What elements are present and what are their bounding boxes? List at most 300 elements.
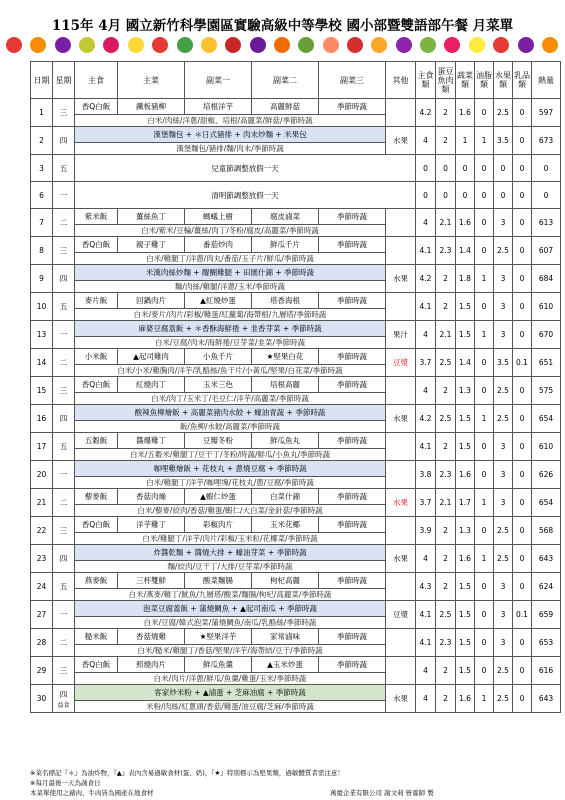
- weekday-label: 二: [59, 358, 68, 367]
- watermelon-icon: [177, 37, 193, 53]
- dairy-serving: 0: [513, 461, 532, 489]
- banana-icon: [201, 37, 217, 53]
- day-weekday: [53, 461, 75, 489]
- staple-dish: 藜麥飯: [75, 489, 118, 505]
- main-dish: 醬爆雞丁: [118, 433, 185, 449]
- fruit-decoration-strip: [6, 32, 558, 58]
- side-dish-3: 季節時蔬: [319, 209, 386, 225]
- combo-meal: 酸辣魚柳燴飯 + 高麗菜豬肉水餃 + 蠔油青蔬 + 季節時蔬: [75, 405, 386, 421]
- fruit-serving: 0: [494, 182, 513, 209]
- col-staple: 主食: [75, 62, 118, 99]
- day-date: 6: [31, 182, 53, 209]
- oil-serving: 0: [475, 349, 494, 377]
- veg-serving: 1.5: [456, 601, 475, 629]
- other-item: 豆漿: [386, 601, 416, 629]
- other-item: 果汁: [386, 321, 416, 349]
- fruit-serving: 2.5: [494, 377, 513, 405]
- holiday-notice: 清明節調整放假一天: [75, 182, 416, 209]
- day-date: 16: [31, 405, 53, 433]
- grain-serving: 4: [416, 209, 436, 237]
- ingredient-list: 白米/小米/雞胸肉/洋芋/乳酪絲/魚干片/小黃瓜/堅果/白花菜/季節時蔬: [75, 365, 386, 377]
- combo-meal: 米漢肉絲炒麵 + 醍醐雞腿 + 田園什錦 + 季節時蔬: [75, 265, 386, 281]
- oil-serving: 0: [475, 461, 494, 489]
- menu-day-row: [31, 545, 561, 561]
- grape-icon: [250, 37, 266, 53]
- apple-icon: [6, 37, 22, 53]
- dairy-serving: 0: [513, 433, 532, 461]
- staple-dish: 紫米飯: [75, 209, 118, 225]
- day-weekday: [53, 405, 75, 433]
- day-weekday: [53, 685, 75, 713]
- side-dish-2: 枸杞高麗: [252, 573, 319, 589]
- dairy-serving: 0: [513, 293, 532, 321]
- side-dish-2: 塔香海根: [252, 293, 319, 309]
- fruit-serving: 2.5: [494, 657, 513, 685]
- oil-serving: 0: [475, 573, 494, 601]
- other-item: 豆漿: [386, 349, 416, 377]
- weekday-label: 三: [59, 386, 68, 395]
- other-item: [386, 209, 416, 237]
- staple-dish: 香Q白飯: [75, 517, 118, 533]
- weekday-label: 四: [59, 136, 68, 145]
- apple-icon: [493, 37, 509, 53]
- grain-serving: 4.2: [416, 99, 436, 127]
- side-dish-2: 培根高麗: [252, 377, 319, 393]
- day-weekday: [53, 99, 75, 127]
- weekday-label: 三: [59, 666, 68, 675]
- fruit-serving: 2.5: [494, 237, 513, 265]
- weekday-label: 四: [59, 554, 68, 563]
- side-dish-3: 季節時蔬: [319, 629, 386, 645]
- grain-serving: 4.1: [416, 237, 436, 265]
- day-date: 13: [31, 321, 53, 349]
- other-item: 水果: [386, 127, 416, 155]
- veg-serving: 1.6: [456, 461, 475, 489]
- veggie-day-label: 益食: [57, 701, 70, 709]
- day-date: 7: [31, 209, 53, 237]
- veg-serving: 1.5: [456, 293, 475, 321]
- meat-serving: 2.3: [436, 461, 456, 489]
- staple-dish: 燕麥飯: [75, 573, 118, 589]
- day-date: 15: [31, 377, 53, 405]
- ingredient-list: 白米/豆腐/肉末/海鮮捲/豆芽菜/韭菜/季節時蔬: [75, 337, 386, 349]
- side-dish-1: 酸菜麵腸: [185, 573, 252, 589]
- col-oil: 油脂類: [475, 62, 494, 99]
- dairy-serving: 0: [513, 155, 532, 182]
- ingredient-list: 白米/麥片/肉片/彩椒/雞蛋/紅蘿蔔/海帶根/九層塔/季節時蔬: [75, 309, 386, 321]
- veg-serving: 1.5: [456, 405, 475, 433]
- veg-serving: 1.5: [456, 657, 475, 685]
- dairy-serving: 0: [513, 685, 532, 713]
- dairy-serving: 0: [513, 237, 532, 265]
- side-dish-1: 番茄炒肉: [185, 237, 252, 253]
- side-dish-1: 培根洋芋: [185, 99, 252, 115]
- grain-serving: 4: [416, 127, 436, 155]
- col-fruit: 水果類: [494, 62, 513, 99]
- meat-serving: 2.5: [436, 349, 456, 377]
- day-date: 2: [31, 127, 53, 155]
- other-item: [386, 657, 416, 685]
- day-date: 24: [31, 573, 53, 601]
- fruit-serving: 2.5: [494, 99, 513, 127]
- day-weekday: [53, 349, 75, 377]
- menu-day-row: [31, 405, 561, 421]
- oil-serving: 1: [475, 405, 494, 433]
- ingredient-list: 白米/紫米/豆輪/薑絲/肉丁/冬粉/腐皮/高麗菜/季節時蔬: [75, 225, 386, 237]
- fruit-serving: 3: [494, 209, 513, 237]
- side-dish-3: 季節時蔬: [319, 293, 386, 309]
- ingredient-list: 白米/豆腐/韓式泡菜/蒲燒鯛魚/南瓜/乳酪絲/季節時蔬: [75, 617, 386, 629]
- grain-serving: 4.3: [416, 573, 436, 601]
- calories: 0: [532, 155, 561, 182]
- grain-serving: 0: [416, 155, 436, 182]
- day-date: 3: [31, 155, 53, 182]
- fruit-serving: 0: [494, 155, 513, 182]
- main-dish: 紅燒肉丁: [118, 377, 185, 393]
- fruit-serving: 3: [494, 573, 513, 601]
- staple-dish: 小米飯: [75, 349, 118, 365]
- day-weekday: [53, 321, 75, 349]
- fruit-serving: 3: [494, 433, 513, 461]
- meat-serving: 2: [436, 377, 456, 405]
- ingredient-list: 飯/魚柳/水餃/高麗菜/季節時蔬: [75, 421, 386, 433]
- meat-serving: 2: [436, 293, 456, 321]
- weekday-label: 五: [59, 442, 68, 451]
- menu-day-row: [31, 349, 561, 365]
- calories: 654: [532, 405, 561, 433]
- side-dish-2: 白菜什錦: [252, 489, 319, 505]
- combo-meal: 麻婆豆腐蓋飯 + ＊香酥海鮮捲 + 韭香芽菜 + 季節時蔬: [75, 321, 386, 337]
- menu-day-row: [31, 321, 561, 337]
- veg-serving: 1.6: [456, 545, 475, 573]
- col-date: 日期: [31, 62, 53, 99]
- ingredient-list: 漢堡麵包/豬排/麵/肉末/季節時蔬: [75, 143, 386, 155]
- other-item: [386, 237, 416, 265]
- col-meat: 蛋豆魚肉類: [436, 62, 456, 99]
- lemon-icon: [128, 37, 144, 53]
- calories: 659: [532, 601, 561, 629]
- grain-serving: 4.2: [416, 405, 436, 433]
- side-dish-2: 鮮瓜魚丸: [252, 433, 319, 449]
- meat-serving: 0: [436, 155, 456, 182]
- weekday-label: 二: [59, 498, 68, 507]
- side-dish-1: ★堅果洋芋: [185, 629, 252, 645]
- other-item: 水果: [386, 545, 416, 573]
- main-dish: 鐵板豬柳: [118, 99, 185, 115]
- grain-serving: 4.1: [416, 601, 436, 629]
- calories: 643: [532, 545, 561, 573]
- kiwi-icon: [298, 37, 314, 53]
- calories: 613: [532, 209, 561, 237]
- calories: 607: [532, 237, 561, 265]
- oil-serving: 0: [475, 209, 494, 237]
- ingredient-list: 白米/糙米/雞腿丁/香菇/堅果/洋芋/海帶結/豆干/季節時蔬: [75, 645, 386, 657]
- dairy-serving: 0: [513, 265, 532, 293]
- day-weekday: [53, 377, 75, 405]
- calories: 0: [532, 182, 561, 209]
- grape-icon: [518, 37, 534, 53]
- side-dish-3: 季節時蔬: [319, 237, 386, 253]
- peach-icon: [323, 37, 339, 53]
- menu-day-row: [31, 461, 561, 477]
- other-item: [386, 293, 416, 321]
- day-weekday: [53, 182, 75, 209]
- veg-serving: 1.4: [456, 349, 475, 377]
- apple-icon: [347, 37, 363, 53]
- calories: 597: [532, 99, 561, 127]
- veg-serving: 1.3: [456, 377, 475, 405]
- grain-serving: 4: [416, 321, 436, 349]
- grain-serving: 4.1: [416, 433, 436, 461]
- main-dish: ▲起司雞肉: [118, 349, 185, 365]
- meat-serving: 0: [436, 182, 456, 209]
- col-other: 其他: [386, 62, 416, 99]
- calories: 643: [532, 685, 561, 713]
- day-date: 23: [31, 545, 53, 573]
- col-side2: 副菜二: [252, 62, 319, 99]
- col-side1: 副菜一: [185, 62, 252, 99]
- day-date: 10: [31, 293, 53, 321]
- lunch-menu-table: [30, 61, 561, 713]
- menu-day-row: [31, 265, 561, 281]
- weekday-label: 一: [59, 610, 68, 619]
- weekday-label: 一: [59, 470, 68, 479]
- side-dish-1: ▲蝦仁炒蛋: [185, 489, 252, 505]
- main-dish: 洋芋雞丁: [118, 517, 185, 533]
- day-date: 1: [31, 99, 53, 127]
- grain-serving: 4.1: [416, 293, 436, 321]
- menu-day-row: [31, 155, 561, 182]
- oil-serving: 0: [475, 629, 494, 657]
- side-dish-3: 季節時蔬: [319, 489, 386, 505]
- day-date: 20: [31, 461, 53, 489]
- ingredient-list: 白米/藜麥/絞肉/香菇/雞蛋/蝦仁/大白菜/金針菇/季節時蔬: [75, 505, 386, 517]
- oil-serving: 1: [475, 489, 494, 517]
- menu-body: [31, 99, 561, 713]
- fruit-serving: 2.5: [494, 517, 513, 545]
- fruit-serving: 3: [494, 629, 513, 657]
- side-dish-2: 鮮瓜千片: [252, 237, 319, 253]
- col-veg: 蔬菜類: [456, 62, 475, 99]
- menu-day-row: [31, 573, 561, 589]
- ingredient-list: 白米/雞腿丁/洋芋/肉片/彩椒/玉米粒/花椰菜/季節時蔬: [75, 533, 386, 545]
- other-item: 水果: [386, 265, 416, 293]
- oil-serving: 1: [475, 127, 494, 155]
- day-weekday: [53, 155, 75, 182]
- side-dish-3: 季節時蔬: [319, 573, 386, 589]
- side-dish-3: 季節時蔬: [319, 377, 386, 393]
- grain-serving: 4: [416, 685, 436, 713]
- menu-day-row: [31, 237, 561, 253]
- dairy-serving: 0: [513, 321, 532, 349]
- main-dish: 三杯雙鮮: [118, 573, 185, 589]
- oil-serving: 1: [475, 321, 494, 349]
- other-item: [386, 461, 416, 489]
- meat-serving: 2: [436, 127, 456, 155]
- col-weekday: 星期: [53, 62, 75, 99]
- veg-serving: 0: [456, 155, 475, 182]
- apple-icon: [152, 37, 168, 53]
- day-weekday: [53, 545, 75, 573]
- ingredient-list: 米粉/肉絲/紅蔥頭/香菇/雞蛋/油豆腐/芝麻/季節時蔬: [75, 701, 386, 713]
- meat-serving: 2: [436, 265, 456, 293]
- calories: 624: [532, 573, 561, 601]
- menu-day-row: [31, 182, 561, 209]
- weekday-label: 五: [59, 302, 68, 311]
- dairy-serving: 0: [513, 489, 532, 517]
- menu-day-row: [31, 293, 561, 309]
- combo-meal: 客家炒米粉 + ▲滷蛋 + 芝麻油腐 + 季節時蔬: [75, 685, 386, 701]
- side-dish-1: 小魚千片: [185, 349, 252, 365]
- main-dish: 香菇肉燥: [118, 489, 185, 505]
- veg-serving: 1.5: [456, 321, 475, 349]
- day-weekday: [53, 237, 75, 265]
- veg-serving: 1.5: [456, 629, 475, 657]
- meat-serving: 2: [436, 517, 456, 545]
- calories: 651: [532, 349, 561, 377]
- ingredient-list: 麵/肉絲/雞腿/洋蔥/玉米/季節時蔬: [75, 281, 386, 293]
- side-dish-1: 彩椒肉片: [185, 517, 252, 533]
- menu-day-row: [31, 601, 561, 617]
- main-dish: 薑絲魚丁: [118, 209, 185, 225]
- meat-serving: 2.3: [436, 237, 456, 265]
- fruit-serving: 3: [494, 601, 513, 629]
- veg-serving: 1.6: [456, 99, 475, 127]
- calories: 626: [532, 461, 561, 489]
- oil-serving: 0: [475, 517, 494, 545]
- ingredient-list: 麵/絞肉/豆干丁/大排/豆芽菜/季節時蔬: [75, 561, 386, 573]
- grain-serving: 4.1: [416, 629, 436, 657]
- calories: 654: [532, 489, 561, 517]
- day-date: 8: [31, 237, 53, 265]
- side-dish-3: 季節時蔬: [319, 657, 386, 673]
- oil-serving: 0: [475, 182, 494, 209]
- dairy-serving: 0.1: [513, 601, 532, 629]
- other-item: [386, 377, 416, 405]
- holiday-notice: 兒童節調整放假一天: [75, 155, 416, 182]
- dairy-serving: 0: [513, 99, 532, 127]
- day-weekday: [53, 209, 75, 237]
- side-dish-2: ▲玉米炒蛋: [252, 657, 319, 673]
- day-weekday: [53, 601, 75, 629]
- veg-serving: 1.5: [456, 433, 475, 461]
- fruit-serving: 3: [494, 265, 513, 293]
- day-date: 29: [31, 657, 53, 685]
- day-date: 30: [31, 685, 53, 713]
- dairy-serving: 0.1: [513, 349, 532, 377]
- weekday-label: 二: [59, 638, 68, 647]
- menu-day-row: [31, 209, 561, 225]
- weekday-label: 五: [59, 163, 68, 173]
- side-dish-2: 家常滷味: [252, 629, 319, 645]
- dairy-serving: 0: [513, 405, 532, 433]
- dairy-serving: 0: [513, 657, 532, 685]
- menu-day-row: [31, 629, 561, 645]
- fruit-serving: 2.5: [494, 545, 513, 573]
- other-item: [386, 99, 416, 127]
- grain-serving: 3.7: [416, 489, 436, 517]
- orange-icon: [30, 37, 46, 53]
- ingredient-list: 白米/肉丁/玉米丁/毛豆仁/洋芋/高麗菜/季節時蔬: [75, 393, 386, 405]
- staple-dish: 香Q白飯: [75, 657, 118, 673]
- ingredient-list: 白米/雞腿丁/洋蔥/肉丸/番茄/玉子片/鮮瓜/季節時蔬: [75, 253, 386, 265]
- calories: 684: [532, 265, 561, 293]
- veg-serving: 1.3: [456, 517, 475, 545]
- calories: 610: [532, 433, 561, 461]
- grain-serving: 3.9: [416, 517, 436, 545]
- day-date: 27: [31, 601, 53, 629]
- oil-serving: 0: [475, 377, 494, 405]
- grain-serving: 3.7: [416, 349, 436, 377]
- col-main: 主菜: [118, 62, 185, 99]
- side-dish-2: ★堅果白花: [252, 349, 319, 365]
- weekday-label: 一: [59, 190, 68, 200]
- day-weekday: [53, 433, 75, 461]
- menu-day-row: [31, 99, 561, 115]
- staple-dish: 麥片飯: [75, 293, 118, 309]
- oil-serving: 0: [475, 433, 494, 461]
- menu-day-row: [31, 517, 561, 533]
- day-weekday: [53, 265, 75, 293]
- day-weekday: [53, 629, 75, 657]
- col-grain: 主食類: [416, 62, 436, 99]
- oil-serving: 1: [475, 265, 494, 293]
- strawberry-icon: [444, 37, 460, 53]
- grain-serving: 4.2: [416, 265, 436, 293]
- side-dish-1: 豆瓣冬粉: [185, 433, 252, 449]
- other-item: [386, 433, 416, 461]
- meat-serving: 2: [436, 433, 456, 461]
- ingredient-list: 白米/五穀米/雞腿丁/豆干丁/冬粉/時蔬/鮮瓜/小魚丸/季節時蔬: [75, 449, 386, 461]
- calories: 670: [532, 321, 561, 349]
- lemon-icon: [469, 37, 485, 53]
- calories: 653: [532, 629, 561, 657]
- day-date: 21: [31, 489, 53, 517]
- oil-serving: 0: [475, 293, 494, 321]
- menu-day-row: [31, 657, 561, 673]
- fruit-serving: 3: [494, 461, 513, 489]
- day-weekday: [53, 489, 75, 517]
- menu-day-row: [31, 127, 561, 143]
- side-dish-1: 鮮瓜魚羹: [185, 657, 252, 673]
- veg-serving: 1.6: [456, 685, 475, 713]
- ingredient-list: 白米/肉片/洋蔥/鮮瓜/魚羹/雞蛋/玉米/季節時蔬: [75, 673, 386, 685]
- side-dish-1: 螞蟻上樹: [185, 209, 252, 225]
- day-date: 22: [31, 517, 53, 545]
- day-weekday: [53, 293, 75, 321]
- strawberry-icon: [103, 37, 119, 53]
- dairy-serving: 0: [513, 573, 532, 601]
- meat-serving: 2.1: [436, 489, 456, 517]
- veg-serving: 1: [456, 127, 475, 155]
- calories: 673: [532, 127, 561, 155]
- dairy-serving: 0: [513, 209, 532, 237]
- oil-serving: 0: [475, 237, 494, 265]
- plum-icon: [396, 37, 412, 53]
- weekday-label: 一: [59, 330, 68, 339]
- side-dish-2: 玉米花椰: [252, 517, 319, 533]
- main-dish: 親子雞丁: [118, 237, 185, 253]
- side-dish-2: 高麗鮮菇: [252, 99, 319, 115]
- side-dish-1: 玉米三色: [185, 377, 252, 393]
- day-date: 28: [31, 629, 53, 657]
- meat-serving: 2: [436, 99, 456, 127]
- day-weekday: [53, 517, 75, 545]
- ingredient-list: 白米/雞腿丁/洋芋/咖哩塊/花枝丸/蔥/豆腐/季節時蔬: [75, 477, 386, 489]
- veg-serving: 1.5: [456, 573, 475, 601]
- weekday-label: 四: [59, 414, 68, 423]
- veg-serving: 1.8: [456, 265, 475, 293]
